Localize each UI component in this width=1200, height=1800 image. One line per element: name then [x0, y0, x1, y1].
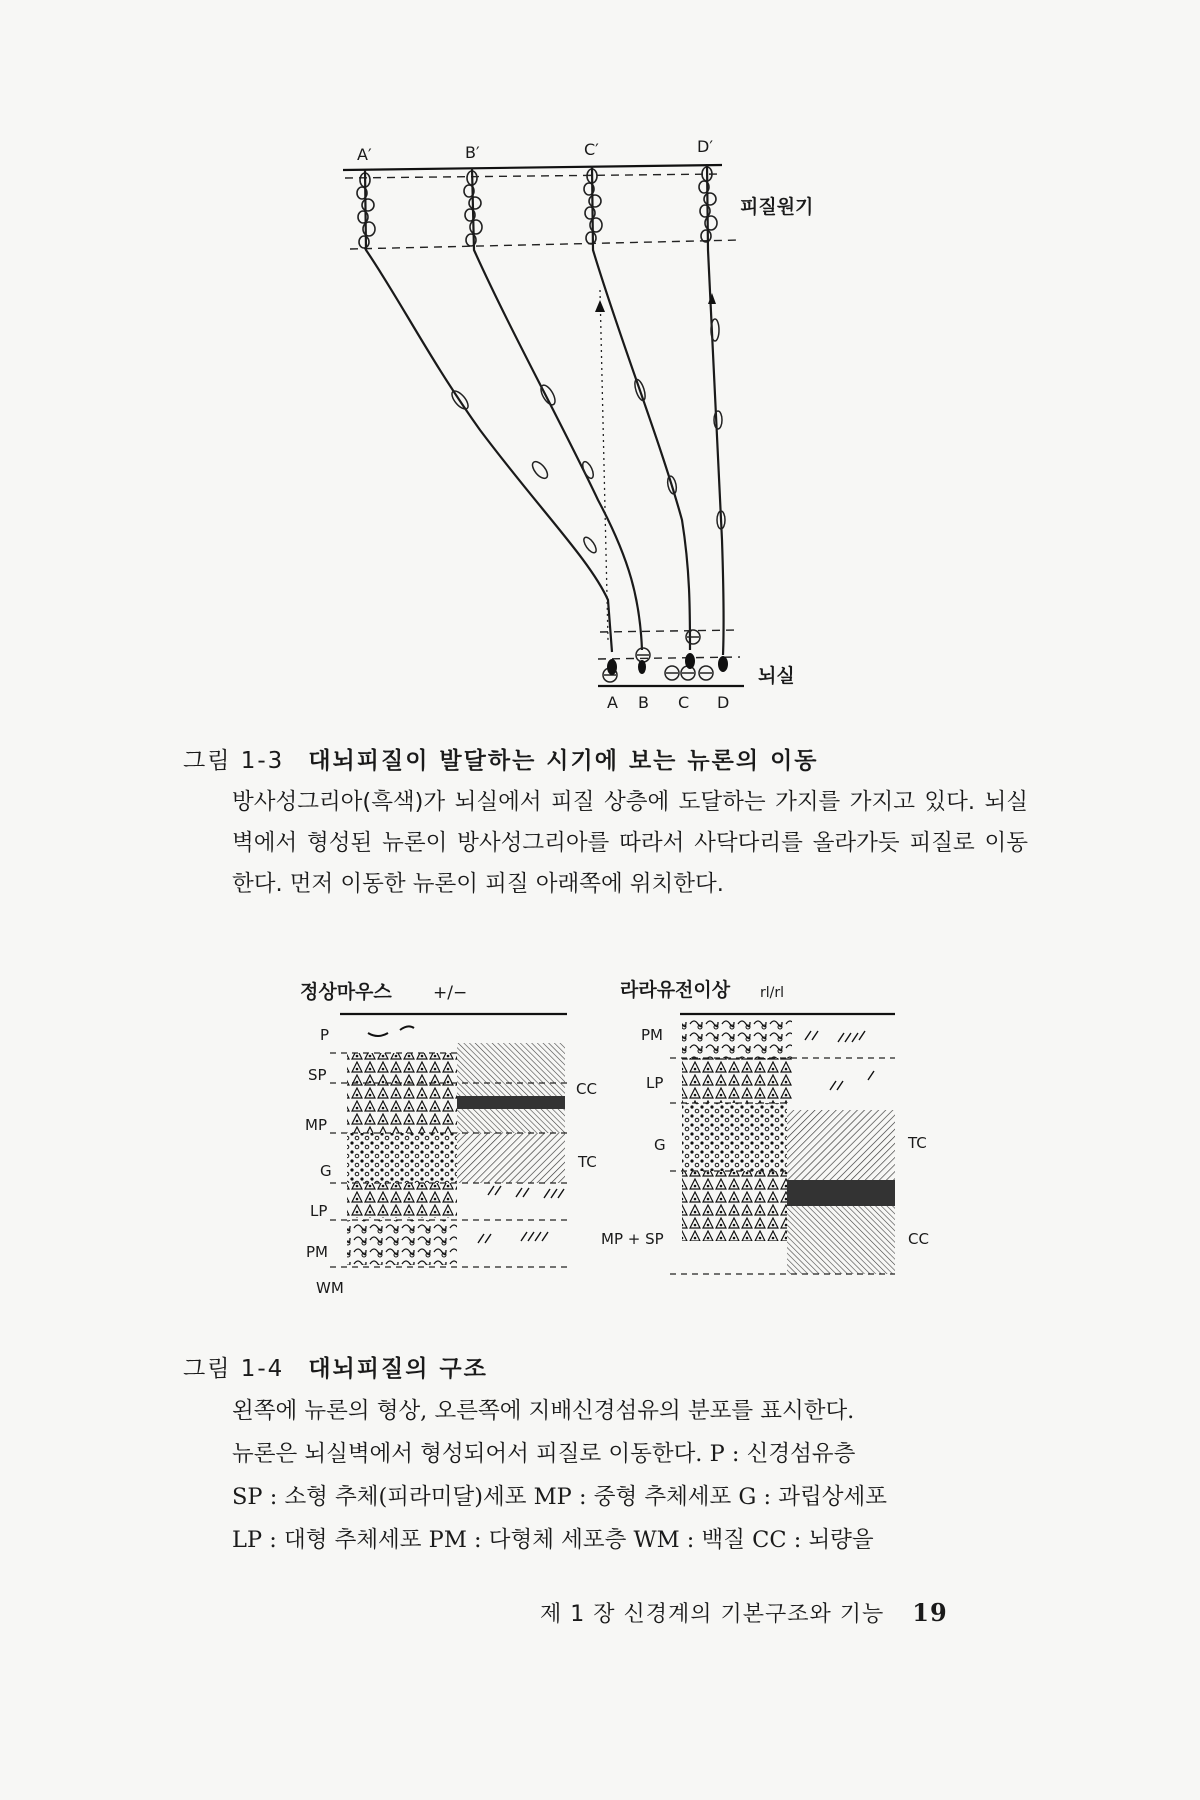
figure-1-3-description: 방사성그리아(흑색)가 뇌실에서 피질 상층에 도달하는 가지를 가지고 있다. 뇌실벽에서 형성된 뉴론이 방사성그리아를 따라서 사닥다리를 올라가듯 피질로 이동한다. 먼저 이동한 뉴론이 피질 아래쪽에 위치한다. [232, 789, 1028, 897]
right-layer-g: G [654, 1136, 666, 1154]
figure-1-3-caption-body [232, 782, 1028, 905]
top-label-c-prime: C′ [584, 140, 599, 159]
left-layer-lp: LP [310, 1202, 328, 1220]
figure-1-4-line-4: LP : 대형 추체세포 PM : 다형체 세포층 WM : 백질 CC : 뇌량을 [232, 1527, 874, 1553]
ventricle-label: 뇌실 [758, 665, 795, 687]
top-label-d-prime: D′ [697, 137, 713, 156]
left-layer-sp: SP [308, 1066, 327, 1084]
right-pm-layer [682, 1018, 792, 1058]
figure-1-3-title: 대뇌피질이 발달하는 시기에 보는 뉴론의 이동 [308, 748, 819, 774]
radial-glia-fiber-b [472, 168, 642, 650]
left-tc-fibers [457, 1133, 565, 1183]
figure-1-3-diagram [0, 0, 1200, 730]
left-lp-layer [347, 1183, 457, 1218]
left-tc-label: TC [578, 1153, 597, 1171]
chapter-title: 제 1 장 신경계의 기본구조와 기능 [540, 1602, 885, 1627]
right-sparse-fibers [805, 1031, 874, 1090]
figure-1-3-number: 그림 1-3 [183, 748, 285, 774]
cortical-plate-dash-upper [345, 174, 720, 178]
right-dense-band [787, 1180, 895, 1206]
page-number: 19 [912, 1598, 948, 1627]
left-layer-wm: WM [316, 1279, 344, 1297]
radial-glia-fiber-a [365, 170, 612, 652]
page-footer [540, 1597, 948, 1628]
migrating-neurons [449, 319, 725, 555]
figure-1-4-number: 그림 1-4 [183, 1356, 285, 1382]
figure-1-4-caption-title [183, 1350, 488, 1383]
figure-1-4-title: 대뇌피질의 구조 [308, 1356, 488, 1382]
right-layer-mp-sp: MP + SP [601, 1230, 664, 1248]
upward-arrow-left [595, 300, 605, 312]
right-tc-fibers [787, 1110, 895, 1180]
bottom-label-c: C [678, 693, 690, 712]
top-label-a-prime: A′ [357, 145, 372, 164]
ventricular-dash-2 [598, 657, 740, 659]
right-layer-pm: PM [641, 1026, 663, 1044]
left-dense-band [457, 1096, 565, 1109]
pial-surface-line [343, 165, 722, 170]
right-layer-lp: LP [646, 1074, 664, 1092]
left-mp-layer [347, 1083, 457, 1133]
figure-1-4-caption-body [232, 1390, 1028, 1562]
left-layer-g: G [320, 1162, 332, 1180]
left-cc-fibers [457, 1043, 565, 1133]
ventricular-cells [603, 630, 713, 682]
left-sparse-fibers [478, 1186, 564, 1243]
left-g-layer [347, 1133, 457, 1183]
bottom-label-d: D [717, 693, 730, 712]
cortical-plate-dash-lower [350, 240, 740, 249]
figure-1-4-line-3: SP : 소형 추체(피라미달)세포 MP : 중형 추체세포 G : 과립상세포 [232, 1484, 887, 1510]
radial-glia-fiber-d [707, 164, 724, 655]
left-panel-title: 정상마우스 [300, 981, 392, 1003]
right-cc-label: CC [908, 1230, 929, 1248]
glia-cell-bodies [607, 653, 728, 675]
left-layer-mp: MP [305, 1116, 327, 1134]
figure-1-4-diagram [0, 970, 1200, 1300]
left-cc-label: CC [576, 1080, 597, 1098]
left-pm-layer [347, 1220, 457, 1265]
bottom-label-b: B [638, 693, 649, 712]
right-g-layer [682, 1103, 787, 1171]
cortical-plate-label: 피질원기 [740, 196, 814, 218]
left-panel-genotype: +/− [433, 983, 468, 1003]
right-panel-title: 라라유전이상 [620, 979, 731, 1001]
left-layer-pm: PM [306, 1243, 328, 1261]
left-sp-layer [347, 1053, 457, 1083]
right-tc-label: TC [908, 1134, 927, 1152]
left-p-layer-marks [368, 1026, 414, 1036]
radial-glia-fiber-c [592, 166, 690, 650]
ventricular-dash-1 [600, 630, 740, 632]
top-label-b-prime: B′ [465, 143, 480, 162]
right-cc-fibers [787, 1206, 895, 1274]
right-lp-layer [682, 1058, 792, 1103]
right-mp-sp-layer [682, 1171, 787, 1241]
figure-1-4-line-1: 왼쪽에 뉴론의 형상, 오른쪽에 지배신경섬유의 분포를 표시한다. [232, 1398, 855, 1424]
left-layer-p: P [320, 1026, 330, 1044]
bottom-label-a: A [607, 693, 618, 712]
figure-1-4-line-2: 뉴론은 뇌실벽에서 형성되어서 피질로 이동한다. P : 신경섬유층 [232, 1441, 856, 1467]
figure-1-3-caption-title [183, 742, 819, 775]
right-panel-genotype: rl/rl [760, 985, 785, 1001]
